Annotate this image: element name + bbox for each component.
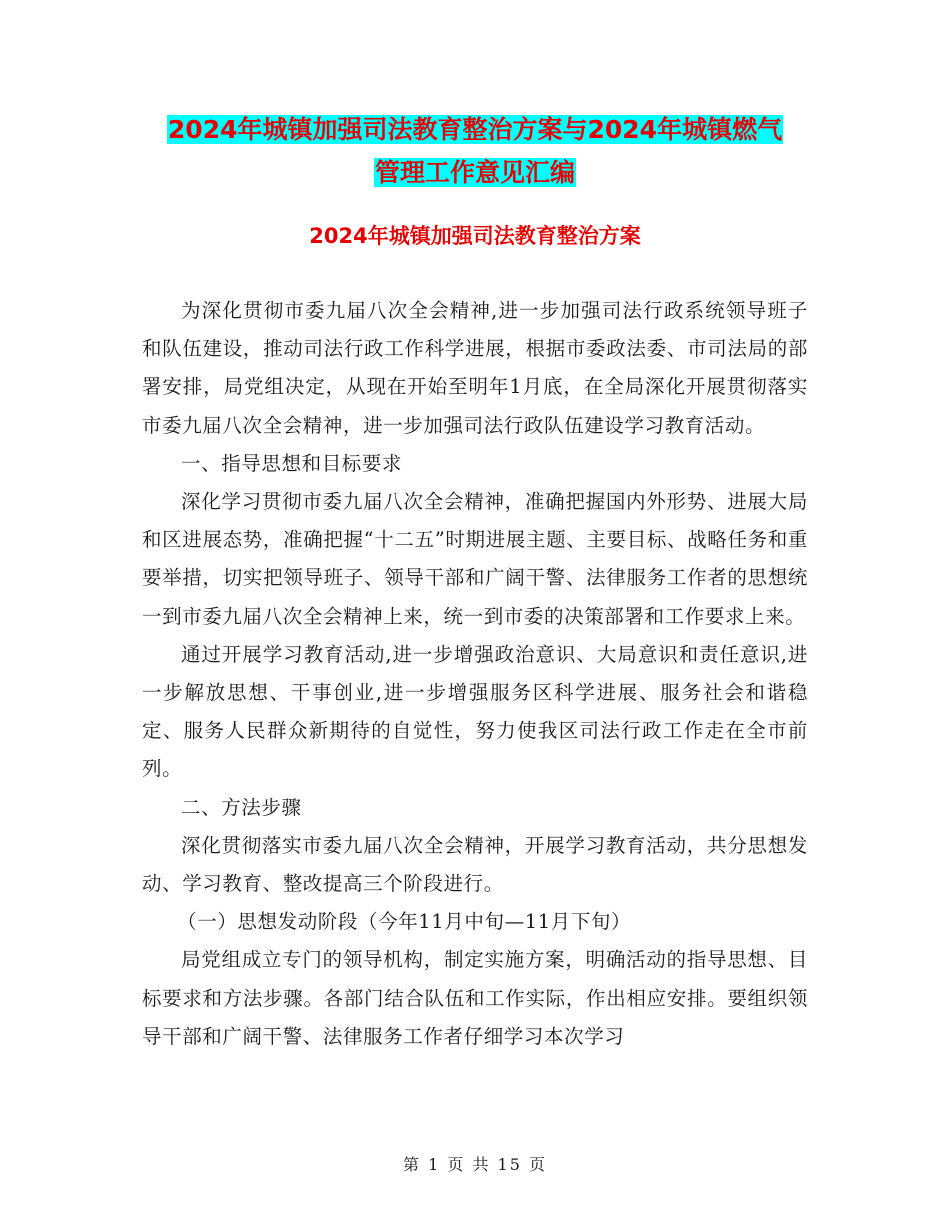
paragraph-methods: 深化贯彻落实市委九届八次全会精神，开展学习教育活动，共分思想发动、学习教育、整改提高三个阶段进行。 [142,833,808,896]
document-title-line-1 [0,112,950,148]
heading-methods-steps: 二、方法步骤 [181,795,302,819]
paragraph-guiding-1: 深化学习贯彻市委九届八次全会精神，准确把握国内外形势、进展大局和区进展态势，准确把握“十二五”时期进展主题、主要目标、战略任务和重要举措，切实把领导班子、领导干部和广阔干警、法律服务工作者的思想统一到市委九届八次全会精神上来，统一到市委的决策部署和工作要求上来。 [142,490,808,628]
title-highlight-2: 管理工作意见汇编 [374,158,575,187]
document-title-line-2 [0,155,950,191]
document-body [142,292,808,1056]
heading-stage-1: （一）思想发动阶段（今年11月中旬—11月下旬） [177,910,632,934]
paragraph-guiding-2: 通过开展学习教育活动,进一步增强政治意识、大局意识和责任意识,进一步解放思想、干事创业,进一步增强服务区科学进展、服务社会和谐稳定、服务人民群众新期待的自觉性，努力使我区司法行政工作走在全市前列。 [142,642,808,781]
section-title: 2024年城镇加强司法教育整治方案 [309,224,641,248]
title-highlight-1: 2024年城镇加强司法教育整治方案与2024年城镇燃气 [167,115,783,144]
page-footer: 第 1 页 共 15 页 [403,1155,547,1174]
heading-guiding-ideology: 一、指导思想和目标要求 [181,451,403,475]
paragraph-stage-1: 局党组成立专门的领导机构，制定实施方案，明确活动的指导思想、目标要求和方法步骤。各部门结合队伍和工作实际，作出相应安排。要组织领导干部和广阔干警、法律服务工作者仔细学习本次学习 [142,948,808,1048]
paragraph-intro: 为深化贯彻市委九届八次全会精神,进一步加强司法行政系统领导班子和队伍建设，推动司法行政工作科学进展，根据市委政法委、市司法局的部署安排，局党组决定，从现在开始至明年1月底，在全局深化开展贯彻落实市委九届八次全会精神，进一步加强司法行政队伍建设学习教育活动。 [142,299,808,437]
